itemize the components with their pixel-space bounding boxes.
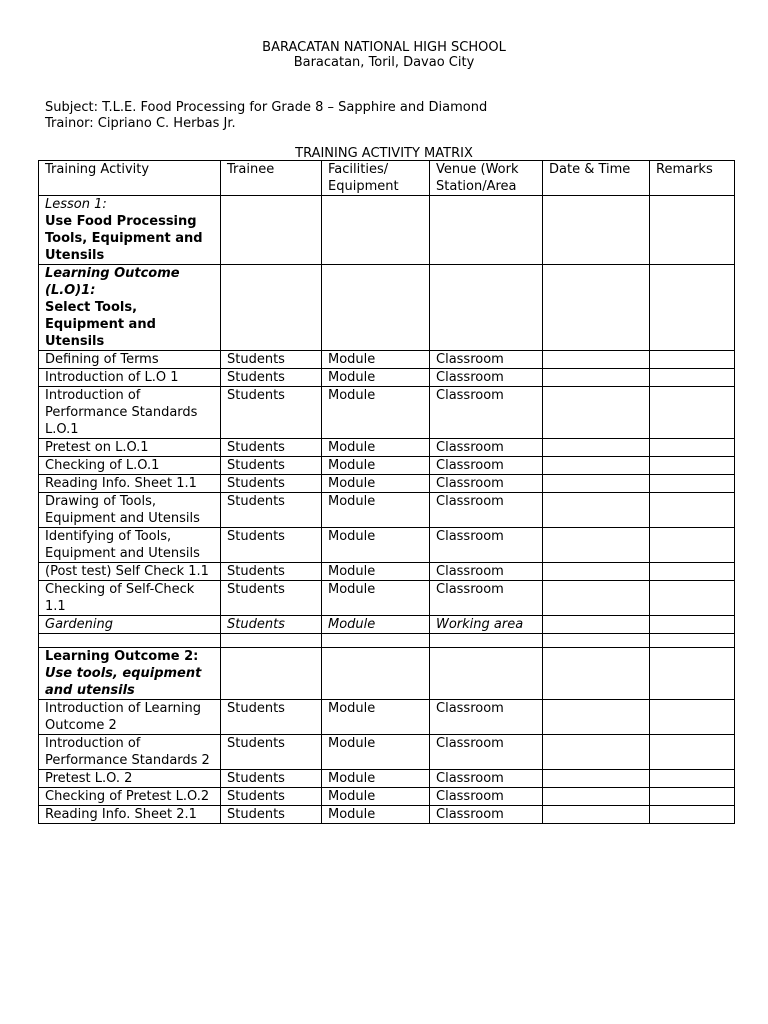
table-caption: TRAINING ACTIVITY MATRIX [295,146,473,161]
activity-cell: Introduction of L.O 1 [39,369,221,387]
table-row [39,735,735,770]
learning-outcome-title: Select Tools, Equipment and Utensils [45,300,156,349]
empty-cell [322,265,430,351]
trainee-cell: Students [221,806,322,824]
lesson-prefix: Lesson 1: [45,197,107,212]
remarks-cell [650,563,735,581]
learning-outcome-title: Use tools, equipment and utensils [45,666,202,698]
date-time-cell [543,457,650,475]
venue-cell: Working area [430,616,543,634]
activity-cell: Gardening [39,616,221,634]
activity-cell: Reading Info. Sheet 2.1 [39,806,221,824]
empty-cell [543,648,650,700]
column-header: Training Activity [39,161,221,196]
remarks-cell [650,475,735,493]
date-time-cell [543,581,650,616]
activity-cell: Introduction of Performance Standards 2 [39,735,221,770]
remarks-cell [650,616,735,634]
empty-cell [543,196,650,265]
empty-cell [650,648,735,700]
remarks-cell [650,806,735,824]
trainee-cell: Students [221,700,322,735]
venue-cell: Classroom [430,369,543,387]
remarks-cell [650,457,735,475]
header-row [39,161,735,196]
activity-cell: Checking of L.O.1 [39,457,221,475]
empty-cell [430,648,543,700]
empty-cell [221,265,322,351]
learning-outcome-row [39,265,735,351]
venue-cell: Classroom [430,581,543,616]
facilities-cell: Module [322,616,430,634]
school-address: Baracatan, Toril, Davao City [293,55,475,70]
trainee-cell: Students [221,493,322,528]
trainee-cell: Students [221,351,322,369]
table-row [39,563,735,581]
empty-cell [430,265,543,351]
column-header: Venue (Work Station/Area [430,161,543,196]
activity-cell: Introduction of Learning Outcome 2 [39,700,221,735]
venue-cell: Classroom [430,735,543,770]
facilities-cell: Module [322,788,430,806]
column-header: Facilities/ Equipment [322,161,430,196]
learning-outcome-prefix: Learning Outcome (L.O)1: [45,266,180,298]
activity-cell: Introduction of Performance Standards L.O.1 [39,387,221,439]
table-row [39,439,735,457]
learning-outcome-cell [39,265,221,351]
facilities-cell: Module [322,457,430,475]
activity-cell: Checking of Pretest L.O.2 [39,788,221,806]
date-time-cell [543,700,650,735]
remarks-cell [650,581,735,616]
column-header: Remarks [650,161,735,196]
venue-cell: Classroom [430,457,543,475]
trainee-cell: Students [221,387,322,439]
venue-cell: Classroom [430,700,543,735]
lesson-row [39,196,735,265]
table-row [39,475,735,493]
facilities-cell: Module [322,528,430,563]
gardening-row [39,616,735,634]
date-time-cell [543,616,650,634]
venue-cell: Classroom [430,770,543,788]
remarks-cell [650,788,735,806]
remarks-cell [650,735,735,770]
trainee-cell: Students [221,735,322,770]
venue-cell: Classroom [430,351,543,369]
venue-cell: Classroom [430,788,543,806]
facilities-cell: Module [322,493,430,528]
venue-cell: Classroom [430,528,543,563]
facilities-cell: Module [322,351,430,369]
trainee-cell: Students [221,439,322,457]
facilities-cell: Module [322,387,430,439]
table-row [39,387,735,439]
date-time-cell [543,387,650,439]
activity-cell: (Post test) Self Check 1.1 [39,563,221,581]
column-header: Trainee [221,161,322,196]
lesson-title-cell [39,196,221,265]
table-row [39,581,735,616]
facilities-cell: Module [322,735,430,770]
learning-outcome-row [39,648,735,700]
spacer-row [39,634,735,648]
trainee-cell: Students [221,563,322,581]
date-time-cell [543,351,650,369]
trainee-cell: Students [221,475,322,493]
table-row [39,369,735,387]
remarks-cell [650,387,735,439]
remarks-cell [650,493,735,528]
table-row [39,351,735,369]
empty-cell [543,265,650,351]
trainor-line: Trainor: Cipriano C. Herbas Jr. [45,116,236,131]
remarks-cell [650,770,735,788]
learning-outcome-cell [39,648,221,700]
trainee-cell: Students [221,770,322,788]
empty-cell [650,196,735,265]
empty-cell [430,196,543,265]
school-name: BARACATAN NATIONAL HIGH SCHOOL [262,40,506,55]
learning-outcome-prefix: Learning Outcome 2: [45,649,199,664]
trainee-cell: Students [221,457,322,475]
remarks-cell [650,700,735,735]
remarks-cell [650,351,735,369]
date-time-cell [543,563,650,581]
empty-cell [221,648,322,700]
activity-cell: Pretest L.O. 2 [39,770,221,788]
date-time-cell [543,528,650,563]
table-row [39,493,735,528]
facilities-cell: Module [322,700,430,735]
trainee-cell: Students [221,616,322,634]
facilities-cell: Module [322,581,430,616]
trainee-cell: Students [221,528,322,563]
empty-cell [221,196,322,265]
table-row [39,457,735,475]
table-row [39,788,735,806]
remarks-cell [650,439,735,457]
column-header: Date & Time [543,161,650,196]
venue-cell: Classroom [430,563,543,581]
venue-cell: Classroom [430,806,543,824]
empty-cell [650,265,735,351]
facilities-cell: Module [322,369,430,387]
date-time-cell [543,369,650,387]
empty-cell [322,196,430,265]
date-time-cell [543,770,650,788]
facilities-cell: Module [322,475,430,493]
training-activity-matrix [38,160,735,824]
trainee-cell: Students [221,581,322,616]
venue-cell: Classroom [430,475,543,493]
activity-cell: Identifying of Tools, Equipment and Utensils [39,528,221,563]
facilities-cell: Module [322,770,430,788]
activity-cell: Pretest on L.O.1 [39,439,221,457]
date-time-cell [543,475,650,493]
date-time-cell [543,439,650,457]
lesson-title: Use Food Processing Tools, Equipment and Utensils [45,214,203,263]
facilities-cell: Module [322,563,430,581]
subject-line: Subject: T.L.E. Food Processing for Grade 8 – Sapphire and Diamond [45,100,488,115]
venue-cell: Classroom [430,439,543,457]
empty-cell [322,648,430,700]
remarks-cell [650,369,735,387]
table-row [39,528,735,563]
activity-cell: Defining of Terms [39,351,221,369]
venue-cell: Classroom [430,493,543,528]
activity-cell: Drawing of Tools, Equipment and Utensils [39,493,221,528]
trainee-cell: Students [221,788,322,806]
date-time-cell [543,806,650,824]
activity-cell: Checking of Self-Check 1.1 [39,581,221,616]
activity-cell: Reading Info. Sheet 1.1 [39,475,221,493]
venue-cell: Classroom [430,387,543,439]
trainee-cell: Students [221,369,322,387]
date-time-cell [543,493,650,528]
table-row [39,700,735,735]
date-time-cell [543,788,650,806]
facilities-cell: Module [322,806,430,824]
date-time-cell [543,735,650,770]
facilities-cell: Module [322,439,430,457]
remarks-cell [650,528,735,563]
table-row [39,770,735,788]
table-row [39,806,735,824]
